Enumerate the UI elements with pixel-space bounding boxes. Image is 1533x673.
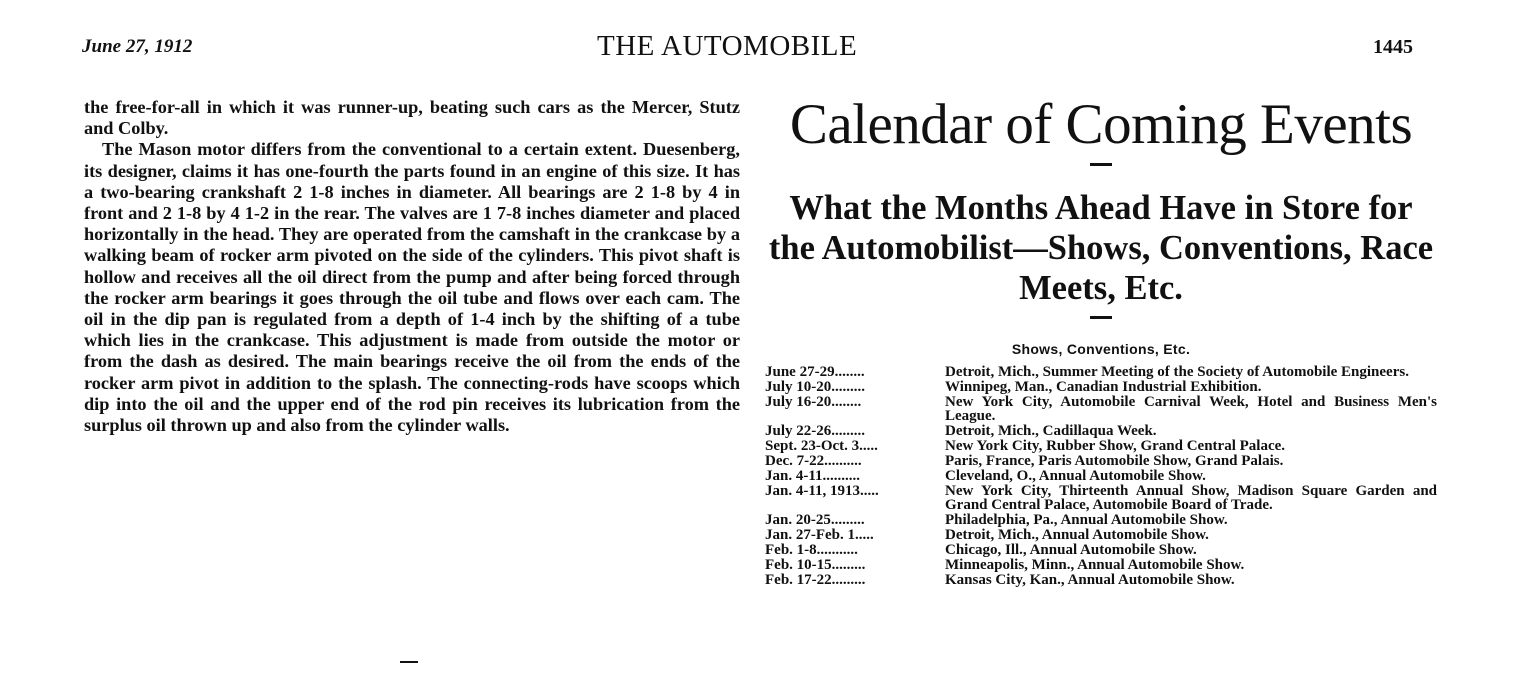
event-description: Cleveland, O., Annual Automobile Show. — [945, 468, 1206, 484]
event-date: Jan. 27-Feb. 1..... — [765, 528, 874, 542]
event-description: New York City, Automobile Carnival Week, Hotel and Business Men's League. — [945, 394, 1437, 424]
event-date: July 10-20......... — [765, 380, 866, 394]
event-description: Winnipeg, Man., Canadian Industrial Exhibition. — [945, 379, 1262, 395]
event-description: Detroit, Mich., Cadillaqua Week. — [945, 423, 1157, 439]
event-description: Philadelphia, Pa., Annual Automobile Show. — [945, 512, 1228, 528]
event-description: Detroit, Mich., Annual Automobile Show. — [945, 527, 1209, 543]
calendar-section — [765, 90, 1437, 588]
event-item — [765, 380, 1437, 394]
event-item — [765, 528, 1437, 542]
title-rule — [1090, 163, 1112, 166]
event-item — [765, 543, 1437, 557]
event-item — [765, 558, 1437, 572]
running-head-date: June 27, 1912 — [82, 36, 193, 57]
subtitle-rule — [1090, 316, 1112, 319]
event-item — [765, 424, 1437, 438]
event-description: Minneapolis, Minn., Annual Automobile Show. — [945, 557, 1245, 573]
event-date: July 22-26......... — [765, 424, 866, 438]
running-head-title: THE AUTOMOBILE — [597, 30, 858, 62]
event-date: Jan. 20-25......... — [765, 513, 865, 527]
event-date: Jan. 4-11.......... — [765, 469, 861, 483]
article-column — [84, 97, 740, 436]
event-date: July 16-20........ — [765, 395, 862, 409]
event-description: New York City, Thirteenth Annual Show, Madison Square Garden and Grand Central Palace, Automobile Board of Trade. — [945, 483, 1437, 513]
page-number: 1445 — [1373, 36, 1413, 58]
event-date: Dec. 7-22.......... — [765, 454, 862, 468]
event-item — [765, 365, 1437, 379]
event-description: New York City, Rubber Show, Grand Central Palace. — [945, 438, 1286, 454]
event-date: June 27-29........ — [765, 365, 865, 379]
event-date: Sept. 23-Oct. 3..... — [765, 439, 878, 453]
calendar-title: Calendar of Coming Events — [789, 93, 1413, 156]
calendar-subtitle: What the Months Ahead Have in Store for the Automobilist—Shows, Conventions, Race Meets, Etc. — [768, 189, 1434, 307]
event-item — [765, 513, 1437, 527]
event-description: Kansas City, Kan., Annual Automobile Show. — [945, 572, 1235, 588]
event-description: Detroit, Mich., Summer Meeting of the Society of Automobile Engineers. — [945, 364, 1409, 380]
event-item — [765, 469, 1437, 483]
end-rule — [400, 661, 418, 663]
article-paragraph-2: The Mason motor differs from the conventional to a certain extent. Duesenberg, its designer, claims it has one-fourth the parts found in an engine of this size. It has a two-bearing crankshaft 2 1-8 inches in diameter. All bearings are 2 1-8 by 4 in front and 2 1-8 by 4 1-2 in the rear. The valves are 1 7-8 inches diameter and placed horizontally in the head. They are operated from the camshaft in the crankcase by a walking beam of rocker arm pivoted on the side of the cylinders. This pivot shaft is hollow and receives all the oil direct from the pump and after being forced through the rocker arm bearings it goes through the oil tube and flows over each cam. The oil in the dip pan is regulated from a depth of 1-4 inch by the shifting of a tube which lies in the crankcase. This adjustment is made from outside the motor or from the dash as desired. The main bearings receive the oil from the ends of the rocker arm pivot in addition to the splash. The connecting-rods have scoops which dip into the oil and the upper end of the rod pin receives its lubrication from the surplus oil thrown up and also from the cylinder walls. — [84, 139, 740, 436]
event-description: Paris, France, Paris Automobile Show, Grand Palais. — [945, 453, 1284, 469]
event-date: Feb. 1-8........... — [765, 543, 858, 557]
event-date: Feb. 10-15......... — [765, 558, 866, 572]
article-paragraph-1: the free-for-all in which it was runner-up, beating such cars as the Mercer, Stutz and Colby. — [84, 97, 740, 139]
event-item — [765, 454, 1437, 468]
event-item — [765, 484, 1437, 512]
events-section-heading: Shows, Conventions, Etc. — [1011, 341, 1191, 357]
event-item — [765, 573, 1437, 587]
event-date: Feb. 17-22......... — [765, 573, 866, 587]
events-list — [765, 365, 1437, 587]
event-description: Chicago, Ill., Annual Automobile Show. — [945, 542, 1197, 558]
event-date: Jan. 4-11, 1913..... — [765, 484, 879, 498]
event-item — [765, 395, 1437, 423]
event-item — [765, 439, 1437, 453]
